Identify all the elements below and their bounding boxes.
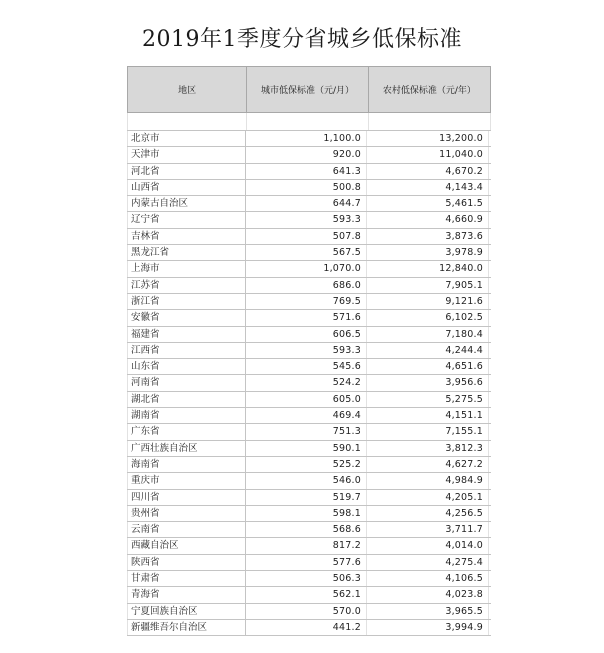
rural-standard-cell: 7,180.4	[367, 327, 489, 342]
region-cell: 湖北省	[127, 392, 246, 407]
table-row	[127, 310, 491, 326]
rural-standard-cell: 3,812.3	[367, 441, 489, 456]
rural-standard-cell: 7,155.1	[367, 424, 489, 439]
rural-standard-cell: 13,200.0	[367, 131, 489, 146]
urban-standard-cell: 598.1	[246, 506, 367, 521]
urban-standard-cell: 507.8	[246, 229, 367, 244]
region-cell: 福建省	[127, 327, 246, 342]
urban-standard-cell: 1,070.0	[246, 261, 367, 276]
rural-standard-cell: 4,023.8	[367, 587, 489, 602]
region-cell: 贵州省	[127, 506, 246, 521]
rural-standard-cell: 4,106.5	[367, 571, 489, 586]
urban-standard-cell: 545.6	[246, 359, 367, 374]
rural-standard-cell: 3,994.9	[367, 620, 489, 635]
region-cell: 海南省	[127, 457, 246, 472]
rural-standard-cell: 4,627.2	[367, 457, 489, 472]
region-cell: 湖南省	[127, 408, 246, 423]
region-cell: 内蒙古自治区	[127, 196, 246, 211]
blank-row	[127, 113, 491, 131]
header-urban-standard: 城市低保标准（元/月）	[247, 67, 368, 112]
region-cell: 新疆维吾尔自治区	[127, 620, 246, 635]
urban-standard-cell: 567.5	[246, 245, 367, 260]
urban-standard-cell: 546.0	[246, 473, 367, 488]
table-row	[127, 343, 491, 359]
rural-standard-cell: 4,670.2	[367, 164, 489, 179]
urban-standard-cell: 568.6	[246, 522, 367, 537]
table-row	[127, 164, 491, 180]
table-row	[127, 375, 491, 391]
urban-standard-cell: 817.2	[246, 538, 367, 553]
table-header	[127, 66, 491, 113]
urban-standard-cell: 686.0	[246, 278, 367, 293]
urban-standard-cell: 644.7	[246, 196, 367, 211]
table-row	[127, 131, 491, 147]
urban-standard-cell: 519.7	[246, 490, 367, 505]
table-row	[127, 604, 491, 620]
urban-standard-cell: 469.4	[246, 408, 367, 423]
table-row	[127, 522, 491, 538]
region-cell: 重庆市	[127, 473, 246, 488]
urban-standard-cell: 441.2	[246, 620, 367, 635]
region-cell: 宁夏回族自治区	[127, 604, 246, 619]
table-row	[127, 359, 491, 375]
page-title: 2019年1季度分省城乡低保标准	[142, 27, 462, 52]
urban-standard-cell: 593.3	[246, 212, 367, 227]
rural-standard-cell: 4,984.9	[367, 473, 489, 488]
region-cell: 江西省	[127, 343, 246, 358]
rural-standard-cell: 4,143.4	[367, 180, 489, 195]
region-cell: 上海市	[127, 261, 246, 276]
rural-standard-cell: 4,651.6	[367, 359, 489, 374]
urban-standard-cell: 562.1	[246, 587, 367, 602]
region-cell: 山东省	[127, 359, 246, 374]
rural-standard-cell: 11,040.0	[367, 147, 489, 162]
urban-standard-cell: 506.3	[246, 571, 367, 586]
region-cell: 西藏自治区	[127, 538, 246, 553]
table-row	[127, 180, 491, 196]
region-cell: 陕西省	[127, 555, 246, 570]
rural-standard-cell: 4,660.9	[367, 212, 489, 227]
table-row	[127, 424, 491, 440]
rural-standard-cell: 3,873.6	[367, 229, 489, 244]
table-row	[127, 441, 491, 457]
region-cell: 吉林省	[127, 229, 246, 244]
urban-standard-cell: 570.0	[246, 604, 367, 619]
urban-standard-cell: 605.0	[246, 392, 367, 407]
table-row	[127, 473, 491, 489]
region-cell: 河南省	[127, 375, 246, 390]
rural-standard-cell: 4,244.4	[367, 343, 489, 358]
urban-standard-cell: 500.8	[246, 180, 367, 195]
urban-standard-cell: 525.2	[246, 457, 367, 472]
table-row	[127, 538, 491, 554]
region-cell: 江苏省	[127, 278, 246, 293]
rural-standard-cell: 7,905.1	[367, 278, 489, 293]
region-cell: 青海省	[127, 587, 246, 602]
region-cell: 云南省	[127, 522, 246, 537]
rural-standard-cell: 5,275.5	[367, 392, 489, 407]
header-region: 地区	[127, 67, 247, 112]
region-cell: 辽宁省	[127, 212, 246, 227]
urban-standard-cell: 920.0	[246, 147, 367, 162]
table-row	[127, 392, 491, 408]
region-cell: 黑龙江省	[127, 245, 246, 260]
table-row	[127, 506, 491, 522]
table-row	[127, 490, 491, 506]
rural-standard-cell: 3,978.9	[367, 245, 489, 260]
region-cell: 甘肃省	[127, 571, 246, 586]
rural-standard-cell: 3,965.5	[367, 604, 489, 619]
table-row	[127, 212, 491, 228]
table-row	[127, 408, 491, 424]
table-row	[127, 620, 491, 636]
table-row	[127, 196, 491, 212]
rural-standard-cell: 12,840.0	[367, 261, 489, 276]
rural-standard-cell: 5,461.5	[367, 196, 489, 211]
rural-standard-cell: 4,275.4	[367, 555, 489, 570]
urban-standard-cell: 577.6	[246, 555, 367, 570]
rural-standard-cell: 6,102.5	[367, 310, 489, 325]
table-row	[127, 229, 491, 245]
urban-standard-cell: 641.3	[246, 164, 367, 179]
rural-standard-cell: 4,205.1	[367, 490, 489, 505]
table-row	[127, 261, 491, 277]
rural-standard-cell: 9,121.6	[367, 294, 489, 309]
urban-standard-cell: 769.5	[246, 294, 367, 309]
table-row	[127, 278, 491, 294]
table-row	[127, 555, 491, 571]
table-row	[127, 587, 491, 603]
region-cell: 河北省	[127, 164, 246, 179]
region-cell: 浙江省	[127, 294, 246, 309]
urban-standard-cell: 593.3	[246, 343, 367, 358]
table-row	[127, 294, 491, 310]
region-cell: 安徽省	[127, 310, 246, 325]
rural-standard-cell: 4,151.1	[367, 408, 489, 423]
table-body	[127, 131, 491, 636]
urban-standard-cell: 606.5	[246, 327, 367, 342]
region-cell: 广东省	[127, 424, 246, 439]
rural-standard-cell: 3,956.6	[367, 375, 489, 390]
region-cell: 四川省	[127, 490, 246, 505]
urban-standard-cell: 571.6	[246, 310, 367, 325]
rural-standard-cell: 4,256.5	[367, 506, 489, 521]
header-rural-standard: 农村低保标准（元/年）	[369, 67, 491, 112]
rural-standard-cell: 4,014.0	[367, 538, 489, 553]
urban-standard-cell: 751.3	[246, 424, 367, 439]
urban-standard-cell: 590.1	[246, 441, 367, 456]
urban-standard-cell: 524.2	[246, 375, 367, 390]
rural-standard-cell: 3,711.7	[367, 522, 489, 537]
region-cell: 天津市	[127, 147, 246, 162]
table-row	[127, 245, 491, 261]
table-row	[127, 571, 491, 587]
table-row	[127, 147, 491, 163]
table-row	[127, 457, 491, 473]
region-cell: 山西省	[127, 180, 246, 195]
region-cell: 广西壮族自治区	[127, 441, 246, 456]
urban-standard-cell: 1,100.0	[246, 131, 367, 146]
table-row	[127, 327, 491, 343]
region-cell: 北京市	[127, 131, 246, 146]
data-table	[127, 66, 491, 646]
